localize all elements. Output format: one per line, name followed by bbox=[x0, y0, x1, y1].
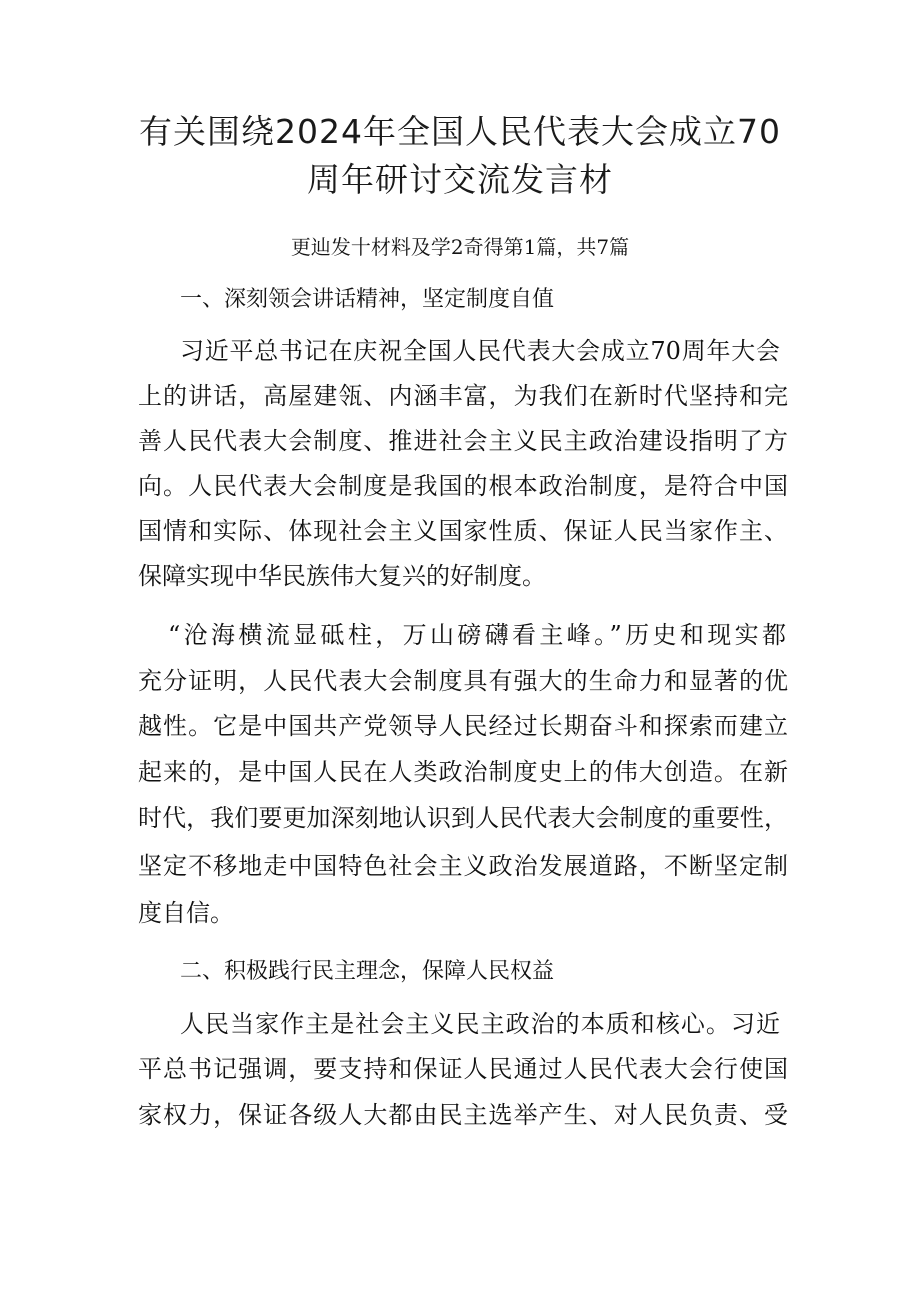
document-title-line-1: 有关围绕2024年全国人民代表大会成立70 bbox=[139, 112, 781, 151]
paragraph-1-line-2: 上的讲话，高屋建瓴、内涵丰富，为我们在新时代坚持和完 bbox=[138, 382, 788, 410]
section-heading-2: 二、积极践行民主理念，保障人民权益 bbox=[180, 959, 555, 984]
paragraph-1-line-6: 保障实现中华民族伟大复兴的好制度。 bbox=[138, 562, 546, 590]
paragraph-2-line-3: 越性。它是中国共产党领导人民经过长期奋斗和探索而建立 bbox=[138, 712, 788, 740]
paragraph-2-line-7: 度自信。 bbox=[138, 899, 234, 927]
paragraph-2-line-5: 时代，我们要更加深刻地认识到人民代表大会制度的重要性， bbox=[138, 804, 788, 832]
section-heading-1: 一、深刻领会讲话精神，坚定制度自值 bbox=[180, 287, 555, 312]
paragraph-1-line-5: 国情和实际、体现社会主义国家性质、保证人民当家作主、 bbox=[138, 517, 788, 545]
paragraph-2-line-6: 坚定不移地走中国特色社会主义政治发展道路，不断坚定制 bbox=[138, 852, 788, 880]
paragraph-1-line-3: 善人民代表大会制度、推进社会主义民主政治建设指明了方 bbox=[138, 427, 788, 455]
paragraph-3-line-2: 平总书记强调，要支持和保证人民通过人民代表大会行使国 bbox=[138, 1055, 788, 1083]
paragraph-2-line-4: 起来的，是中国人民在人类政治制度史上的伟大创造。在新 bbox=[138, 758, 788, 786]
paragraph-2-line-1: “沧海横流显砥柱，万山磅礴看主峰。”历史和现实都 bbox=[168, 621, 786, 649]
paragraph-1-line-1: 习近平总书记在庆祝全国人民代表大会成立70周年大会 bbox=[180, 337, 780, 365]
document-subtitle: 更辿发十材料及学2奇得第1篇，共7篇 bbox=[290, 235, 630, 259]
paragraph-1-line-4: 向。人民代表大会制度是我国的根本政治制度，是符合中国 bbox=[138, 472, 788, 500]
paragraph-2-line-2: 充分证明，人民代表大会制度具有强大的生命力和显著的优 bbox=[138, 667, 788, 695]
document-title-line-2: 周年研讨交流发言材 bbox=[307, 160, 613, 199]
paragraph-3-line-3: 家权力，保证各级人大都由民主选举产生、对人民负责、受 bbox=[138, 1101, 788, 1129]
paragraph-3-line-1: 人民当家作主是社会主义民主政治的本质和核心。习近 bbox=[180, 1010, 780, 1038]
